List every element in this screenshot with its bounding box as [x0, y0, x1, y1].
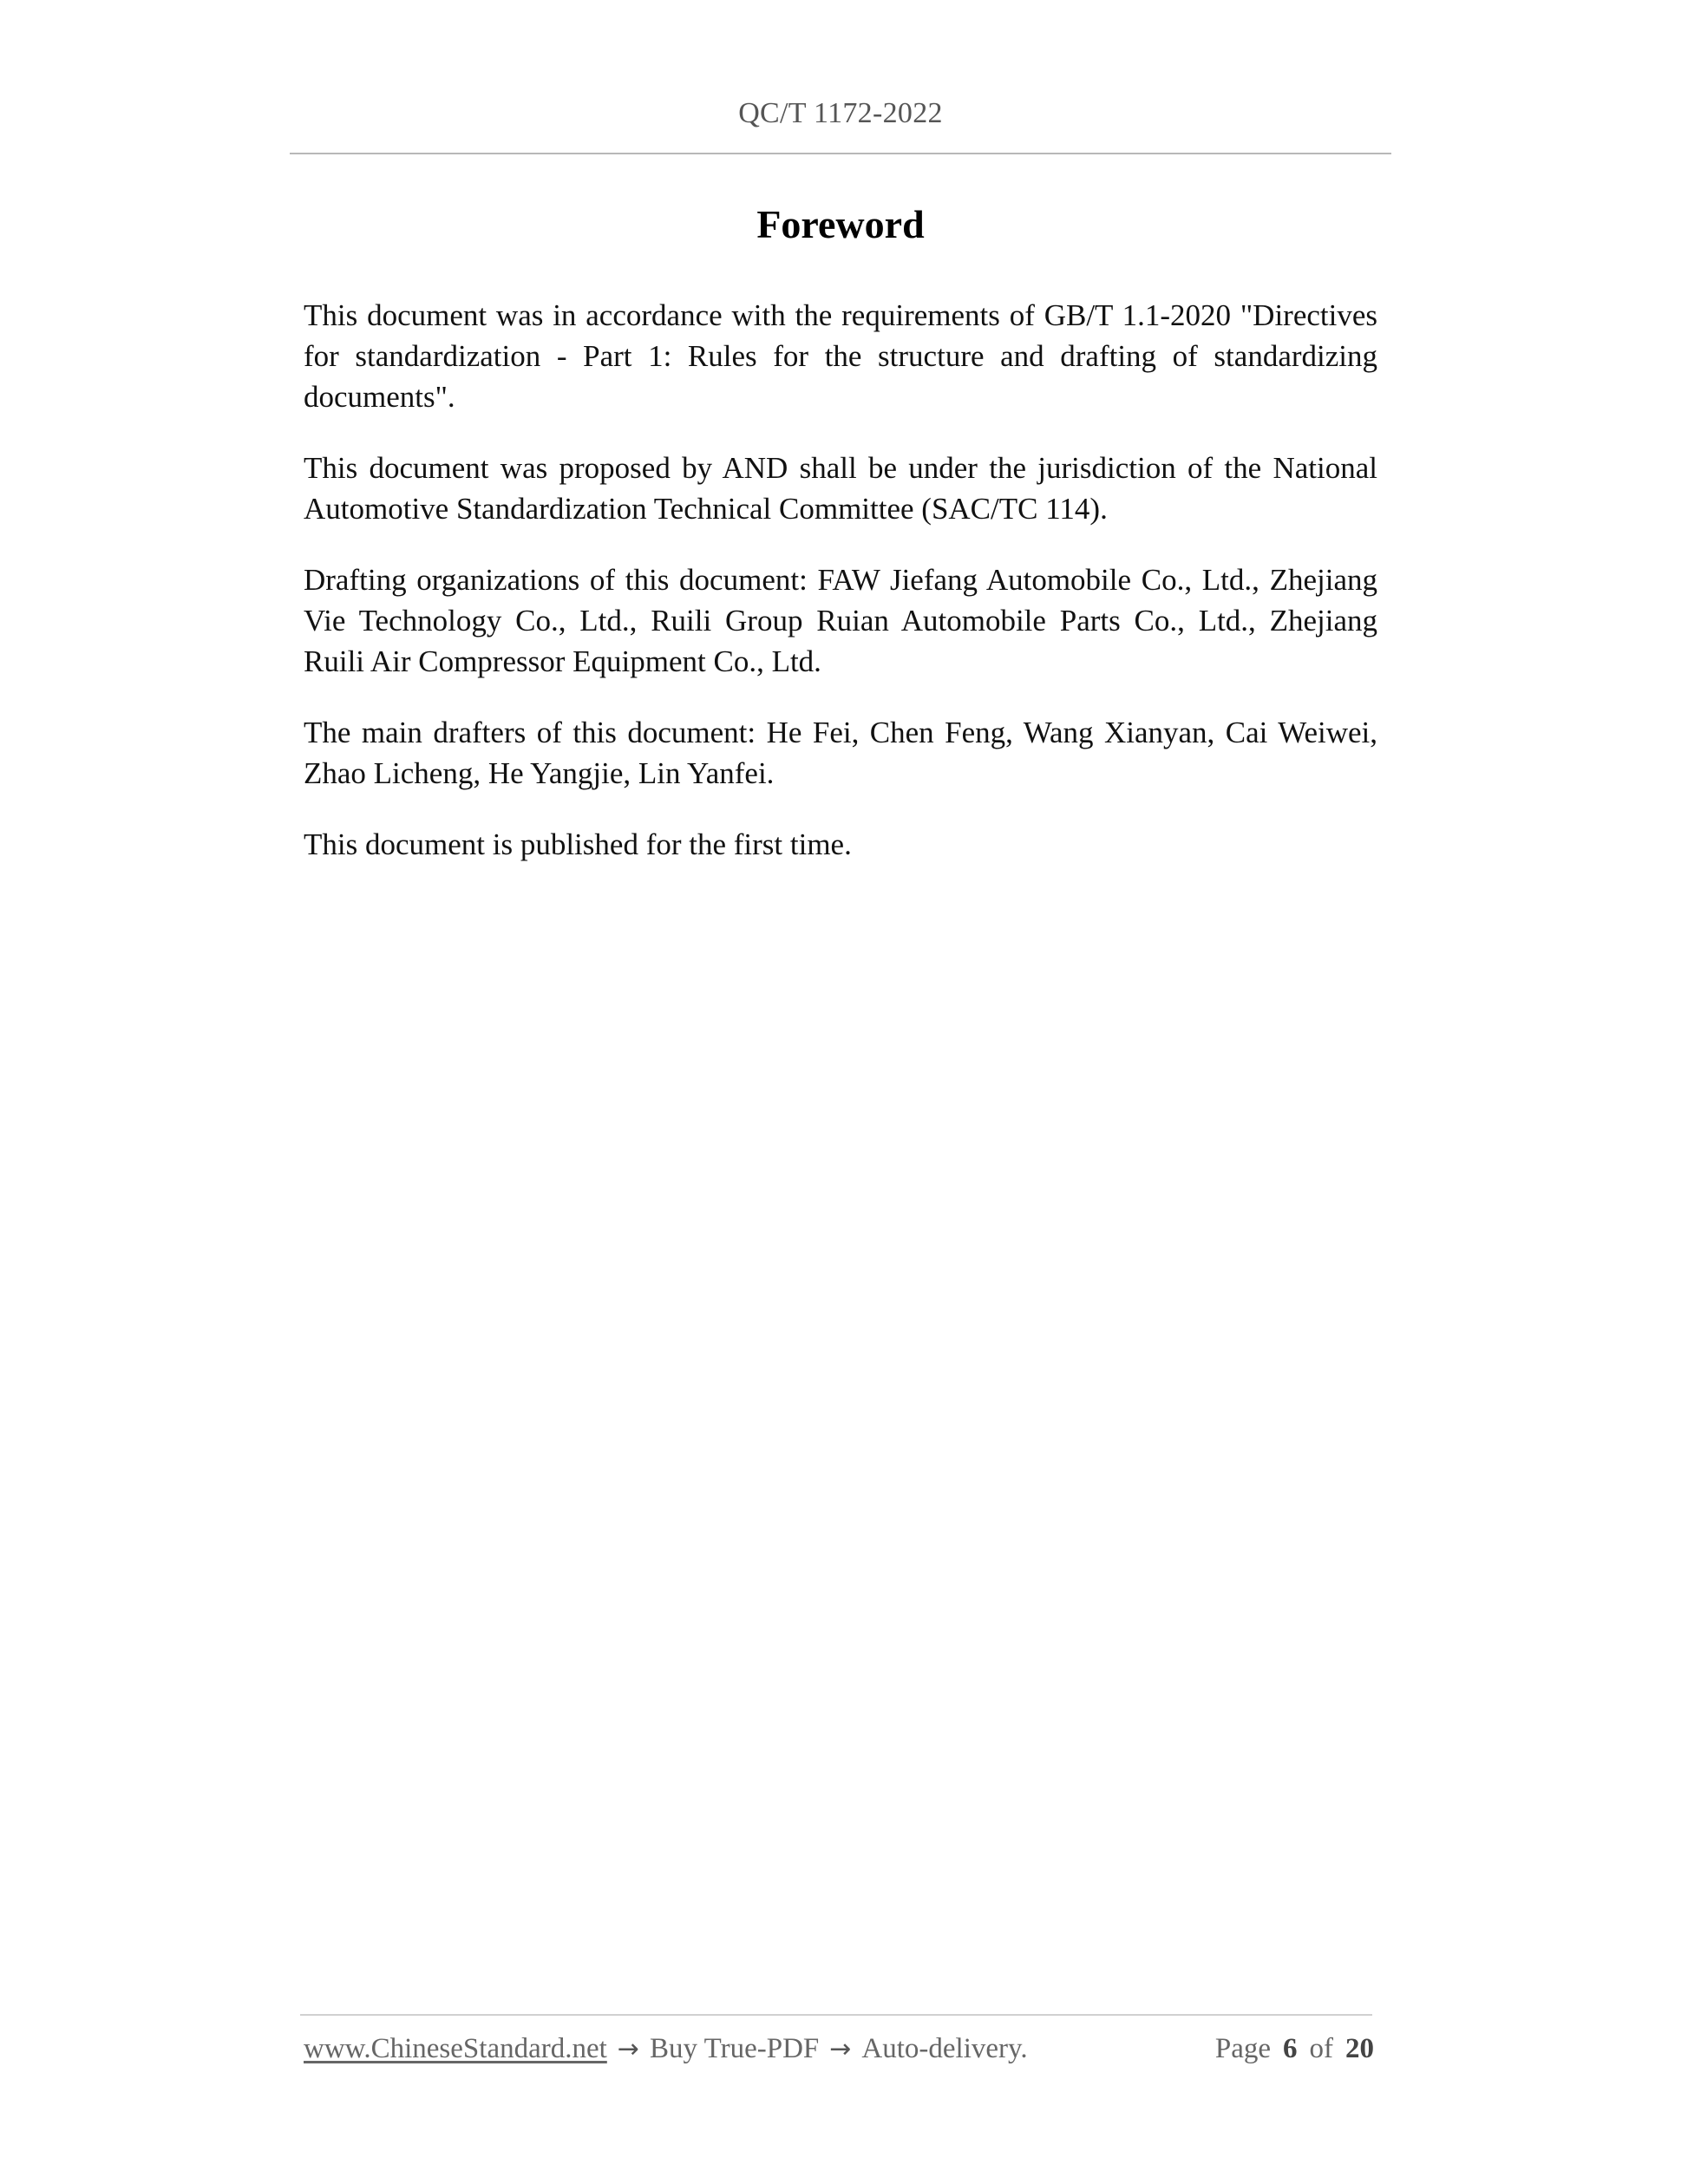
paragraph-first-publication: This document is published for the first time.: [304, 827, 852, 861]
current-page-number: 6: [1283, 2033, 1298, 2064]
right-arrow-icon: →: [829, 2034, 852, 2064]
buy-true-pdf-text: Buy True-PDF: [649, 2033, 820, 2064]
auto-delivery-text: Auto-delivery.: [861, 2033, 1028, 2064]
paragraph-directives: This document was in accordance with the requirements of GB/T 1.1-2020 "Directives for standardization - Part 1: Rules for the structure and drafting of standardizing documents".: [304, 298, 1377, 414]
total-pages-number: 20: [1345, 2033, 1374, 2064]
paragraph-main-drafters: The main drafters of this document: He Fei, Chen Feng, Wang Xianyan, Cai Weiwei, Zhao Licheng, He Yangjie, Lin Yanfei.: [304, 716, 1377, 790]
of-label: of: [1309, 2033, 1333, 2064]
header-divider: [290, 153, 1391, 154]
footer-divider: [300, 2014, 1372, 2016]
right-arrow-icon: →: [617, 2034, 639, 2064]
page-label: Page: [1214, 2033, 1271, 2064]
footer-promo: [304, 2033, 1028, 2065]
page-indicator: [1215, 2033, 1376, 2065]
page-header: QC/T 1172-2022: [738, 97, 943, 129]
paragraph-drafting-organizations: Drafting organizations of this document: FAW Jiefang Automobile Co., Ltd., Zhejiang Vie Technology Co., Ltd., Ruili Group Ruian Automobile Parts Co., Ltd., Zhejiang Ruili Air Compressor Equipment Co., Ltd.: [304, 563, 1377, 678]
page-title: Foreword: [756, 202, 925, 246]
document-body: [304, 295, 1377, 895]
paragraph-jurisdiction: This document was proposed by AND shall be under the jurisdiction of the National Automotive Standardization Technical Committee (SAC/TC 114).: [304, 451, 1377, 526]
page-footer: [304, 2033, 1376, 2065]
website-link[interactable]: www.ChineseStandard.net: [304, 2033, 607, 2064]
